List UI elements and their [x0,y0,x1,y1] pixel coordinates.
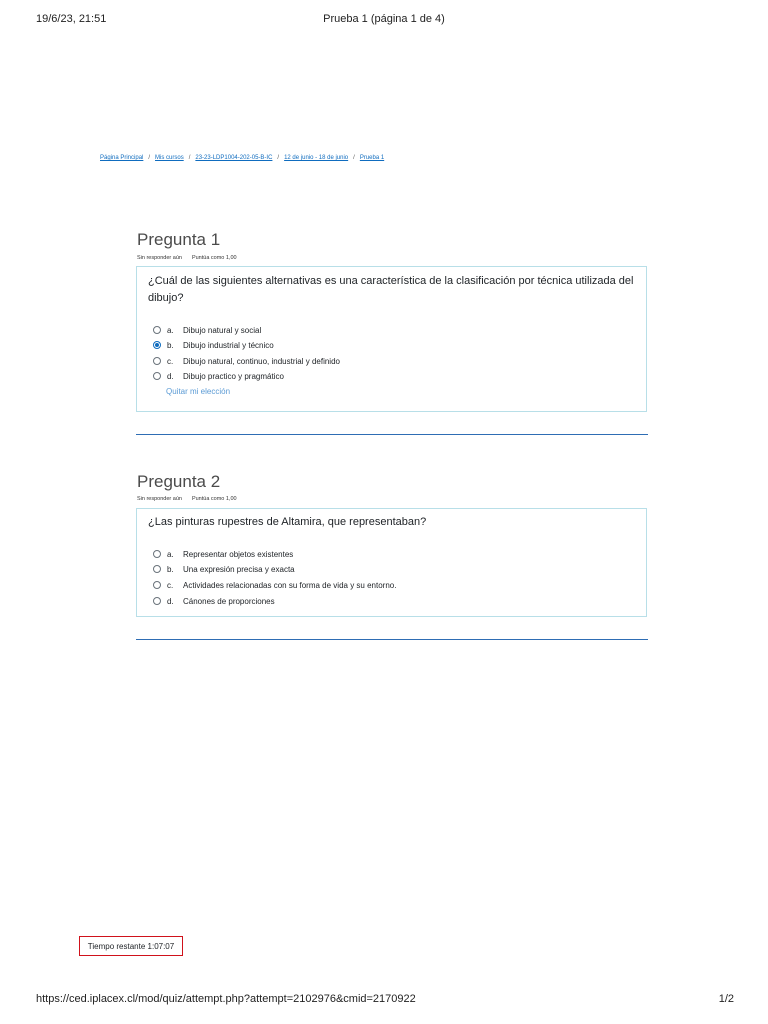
question-1-score: Puntúa como 1,00 [191,255,237,261]
option-text: Cánones de proporciones [183,596,275,606]
print-datetime: 19/6/23, 21:51 [36,13,107,25]
print-page-number: 1/2 [718,993,734,1005]
question-2-title [137,472,220,492]
time-remaining-value: 1:07:07 [147,941,175,951]
option-letter: d. [167,371,174,381]
question-1-option-b[interactable] [153,339,274,351]
option-letter: a. [167,325,174,335]
breadcrumb-quiz[interactable]: Prueba 1 [359,155,385,161]
question-1-option-a[interactable] [153,324,261,336]
option-text: Dibujo natural y social [183,325,262,335]
question-2-info [137,496,237,502]
question-2-status: Sin responder aún [137,496,182,502]
question-1-number: 1 [210,230,221,249]
question-2-option-c[interactable] [153,579,396,591]
time-remaining-label: Tiempo restante [87,941,146,951]
breadcrumb-my-courses[interactable]: Mis cursos [155,155,184,161]
time-remaining [79,936,183,956]
radio-icon[interactable] [153,597,161,605]
question-2-text: ¿Las pinturas rupestres de Altamira, que representaban? [148,516,427,528]
question-2-option-d[interactable] [153,595,275,607]
breadcrumb-separator: / [277,155,280,161]
option-letter: d. [167,596,174,606]
radio-icon[interactable] [153,565,161,573]
radio-icon[interactable] [153,372,161,380]
radio-icon[interactable] [153,357,161,365]
option-text: Dibujo natural, continuo, industrial y definido [183,356,340,366]
option-text: Dibujo industrial y técnico [183,340,274,350]
option-letter: b. [167,340,174,350]
breadcrumb-course[interactable]: 23-23-LDP1004-202-05-B-IC [195,155,273,161]
question-2-option-a[interactable] [153,548,293,560]
breadcrumb-separator: / [148,155,151,161]
option-letter: a. [167,549,174,559]
question-2-score: Puntúa como 1,00 [191,496,237,502]
print-document-title: Prueba 1 (página 1 de 4) [323,13,445,25]
option-text: Representar objetos existentes [183,549,294,559]
question-1-label: Pregunta [137,230,206,249]
question-1-info [137,255,237,261]
option-letter: c. [167,580,174,590]
question-1-status: Sin responder aún [137,255,182,261]
question-1-text: ¿Cuál de las siguientes alternativas es una característica de la clasificación por técnica utilizada del dibujo? [148,275,634,304]
question-1-option-c[interactable] [153,355,340,367]
question-1-option-d[interactable] [153,370,284,382]
option-letter: c. [167,356,174,366]
breadcrumb-separator: / [188,155,191,161]
option-text: Una expresión precisa y exacta [183,564,295,574]
option-text: Dibujo practico y pragmático [183,371,284,381]
option-text: Actividades relacionadas con su forma de vida y su entorno. [183,580,397,590]
question-1-title [137,230,220,250]
radio-checked-icon[interactable] [153,341,161,349]
question-2-option-b[interactable] [153,563,295,575]
question-divider [136,434,648,435]
clear-choice-link[interactable]: Quitar mi elección [166,387,231,396]
radio-icon[interactable] [153,581,161,589]
print-url: https://ced.iplacex.cl/mod/quiz/attempt.php?attempt=2102976&cmid=2170922 [36,993,416,1005]
radio-icon[interactable] [153,550,161,558]
question-2-number: 2 [210,472,221,491]
question-2-label: Pregunta [137,472,206,491]
question-divider [136,639,648,640]
breadcrumb-home[interactable]: Página Principal [100,155,144,161]
breadcrumb [100,155,384,161]
radio-icon[interactable] [153,326,161,334]
option-letter: b. [167,564,174,574]
breadcrumb-week[interactable]: 12 de junio - 18 de junio [284,155,349,161]
breadcrumb-separator: / [353,155,355,161]
